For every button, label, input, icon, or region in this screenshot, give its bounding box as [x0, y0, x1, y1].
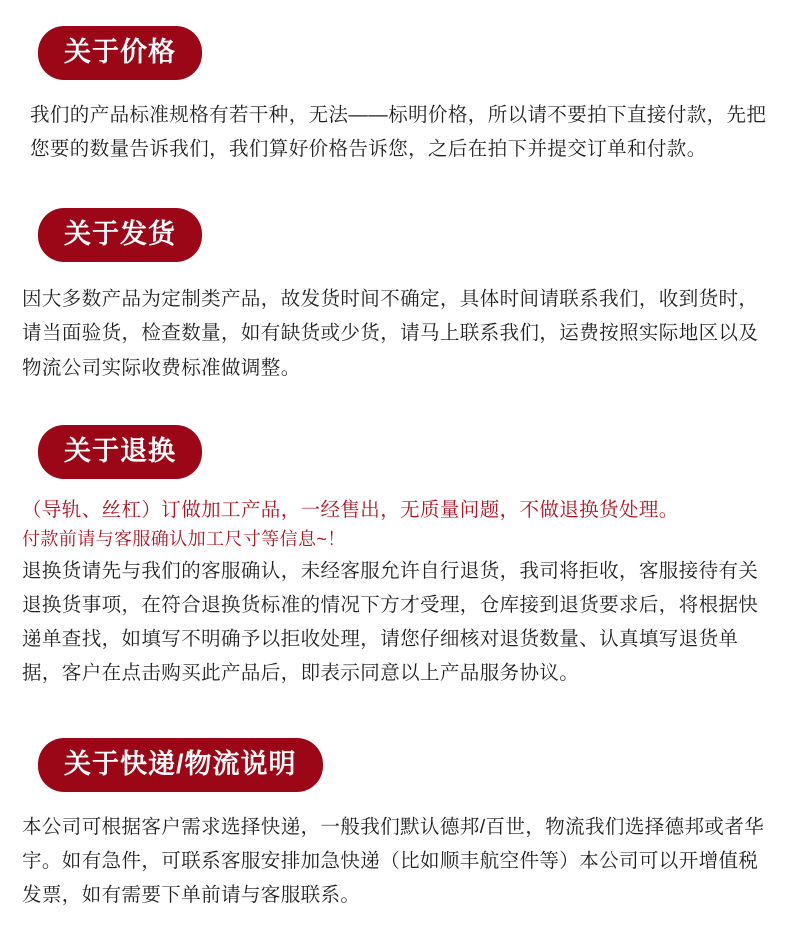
returns-text-block: [22, 495, 768, 691]
section-about-returns: [22, 425, 768, 691]
section-text-returns: 退换货请先与我们的客服确认，未经客服允许自行退货，我司将拒收，客服接待有关退换货事项，在符合退换货标准的情况下方才受理，仓库接到退货要求后，将根据快递单查找，如填写不明确予以拒收处理，请您仔细核对退货数量、认真填写退货单据，客户在点击购买此产品后，即表示同意以上产品服务协议。: [22, 559, 759, 685]
spacer-1: [22, 166, 768, 208]
section-text-express: 本公司可根据客户需求选择快递，一般我们默认德邦/百世，物流我们选择德邦或者华宇。如有急件，可联系客服安排加急快递（比如顺丰航空件等）本公司可以开增值税发票，如有需要下单前请与客服联系。: [22, 816, 765, 907]
section-about-express: [22, 738, 768, 912]
section-badge-price: 关于价格: [38, 26, 202, 80]
returns-notice-primary: （导轨、丝杠）订做加工产品，一经售出，无质量问题，不做退换货处理。: [22, 498, 679, 521]
section-about-price: [22, 26, 768, 166]
section-badge-shipping: 关于发货: [38, 208, 202, 262]
section-badge-express: 关于快递/物流说明: [38, 738, 323, 792]
spacer-2: [22, 385, 768, 425]
returns-notice-secondary: 付款前请与客服确认加工尺寸等信息~！: [22, 528, 346, 549]
section-text-price: 我们的产品标准规格有若干种，无法——标明价格，所以请不要拍下直接付款，先把您要的数量告诉我们，我们算好价格告诉您，之后在拍下并提交订单和付款。: [30, 104, 767, 161]
section-about-shipping: [22, 208, 768, 384]
top-spacer: [22, 0, 768, 26]
spacer-3: [22, 690, 768, 738]
section-text-shipping: 因大多数产品为定制类产品，故发货时间不确定，具体时间请联系我们，收到货时，请当面验货，检查数量，如有缺货或少货，请马上联系我们，运费按照实际地区以及物流公司实际收费标准做调整。: [22, 288, 759, 379]
section-badge-returns: 关于退换: [38, 425, 202, 479]
